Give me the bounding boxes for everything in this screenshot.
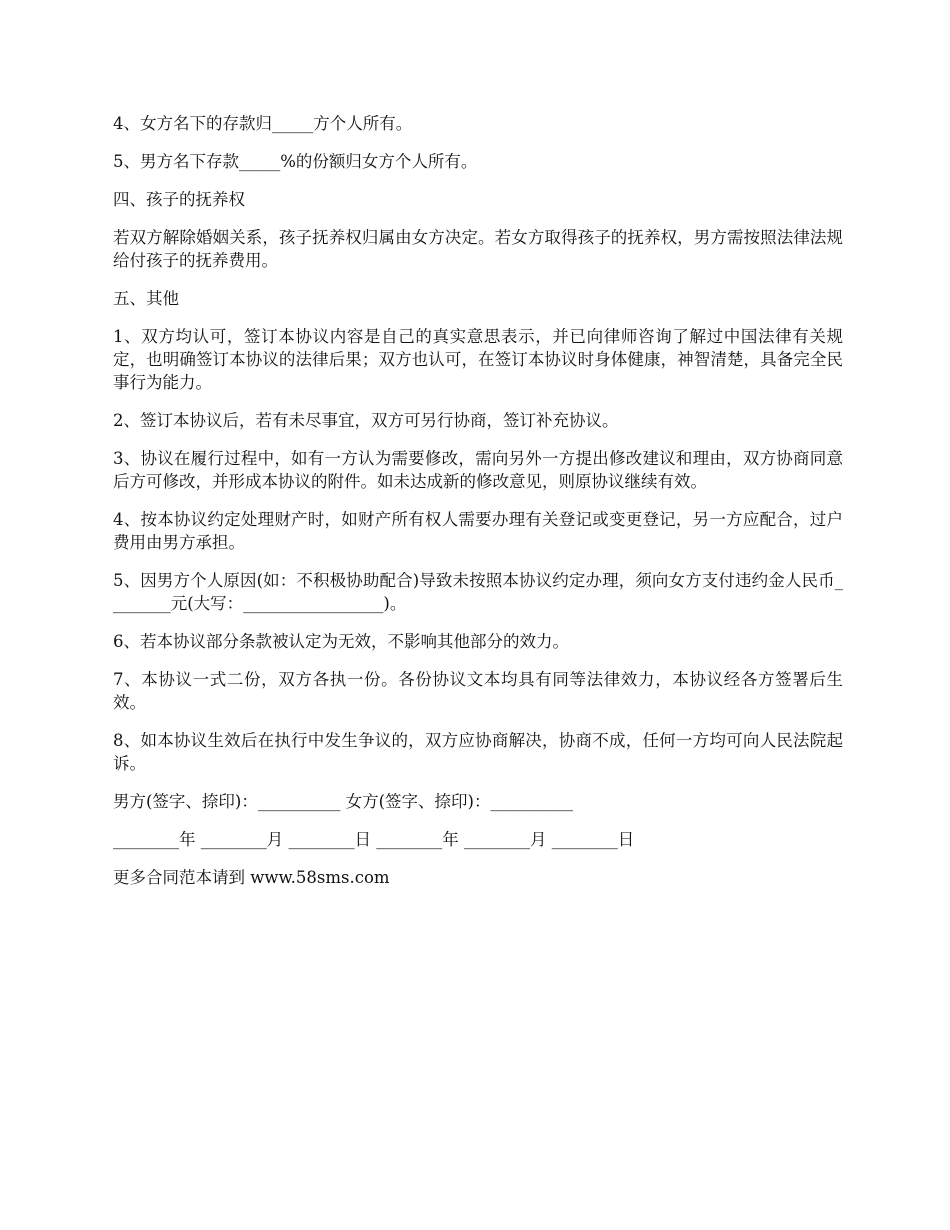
footer-more-templates: 更多合同范本请到 www.58sms.com (113, 868, 390, 887)
section-heading-other: 五、其他 (113, 289, 179, 308)
clause-4-wife-deposits: 4、女方名下的存款归_____方个人所有。 (113, 114, 413, 133)
clause-5-husband-deposits: 5、男方名下存款_____%的份额归女方个人所有。 (113, 152, 478, 171)
signature-line: 男方(签字、捺印)：__________ 女方(签字、捺印)：__________ (113, 792, 573, 811)
other-clause-2: 2、签订本协议后，若有未尽事宜，双方可另行协商，签订补充协议。 (113, 411, 619, 430)
other-clause-6: 6、若本协议部分条款被认定为无效，不影响其他部分的效力。 (113, 632, 569, 651)
document-body (113, 112, 843, 904)
date-line: ________年 ________月 ________日 ________年 ________月 ________日 (113, 830, 635, 849)
other-clause-3: 3、协议在履行过程中，如有一方认为需要修改，需向另外一方提出修改建议和理由，双方协商同意后方可修改，并形成本协议的附件。如未达成新的修改意见，则原协议继续有效。 (113, 449, 843, 491)
other-clause-5: 5、因男方个人原因(如：不积极协助配合)导致未按照本协议约定办理，须向女方支付违约金人民币________元(大写：_________________)。 (113, 571, 843, 613)
other-clause-8: 8、如本协议生效后在执行中发生争议的，双方应协商解决，协商不成，任何一方均可向人民法院起诉。 (113, 731, 843, 773)
other-clause-4: 4、按本协议约定处理财产时，如财产所有权人需要办理有关登记或变更登记，另一方应配合，过户费用由男方承担。 (113, 510, 843, 552)
other-clause-7: 7、本协议一式二份，双方各执一份。各份协议文本均具有同等法律效力，本协议经各方签署后生效。 (113, 670, 843, 712)
section-heading-custody: 四、孩子的抚养权 (113, 190, 245, 209)
other-clause-1: 1、双方均认可，签订本协议内容是自己的真实意思表示，并已向律师咨询了解过中国法律有关规定，也明确签订本协议的法律后果；双方也认可，在签订本协议时身体健康，神智清楚，具备完全民事行为能力。 (113, 327, 843, 392)
custody-paragraph: 若双方解除婚姻关系，孩子抚养权归属由女方决定。若女方取得孩子的抚养权，男方需按照法律法规给付孩子的抚养费用。 (113, 228, 843, 270)
